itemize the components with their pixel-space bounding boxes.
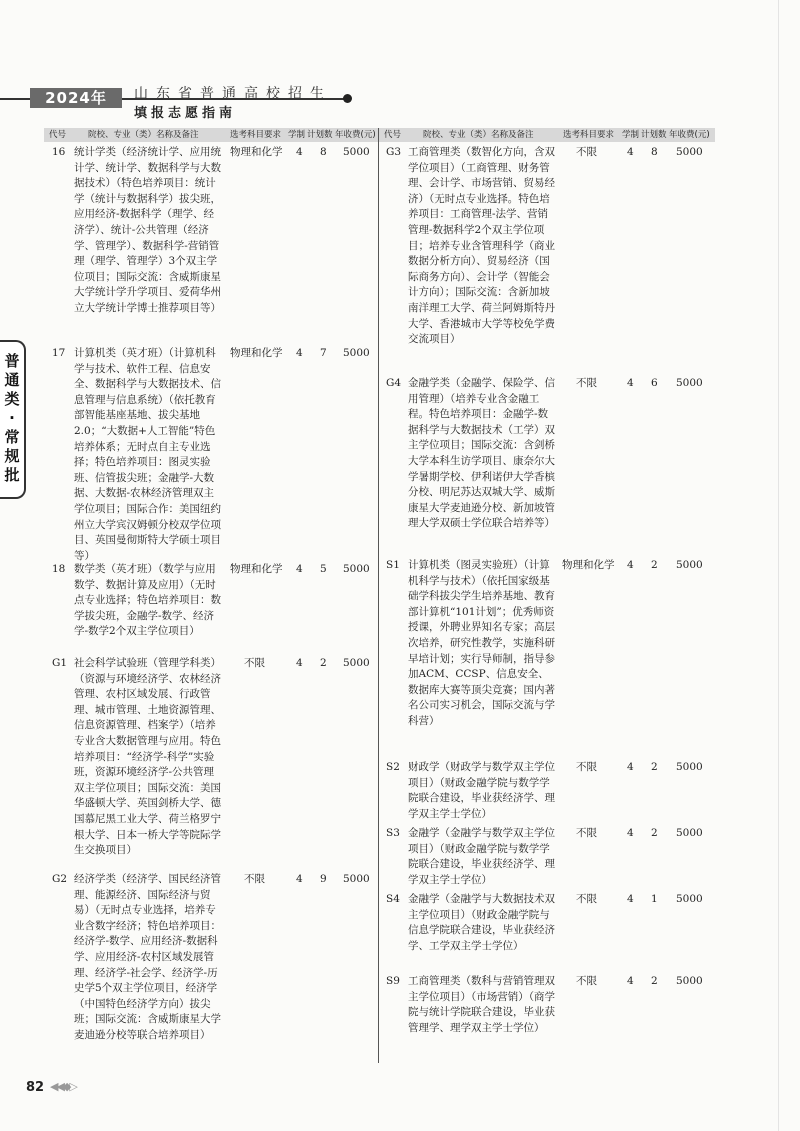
left-table-header xyxy=(44,128,378,142)
year-badge: 2024年 xyxy=(30,88,122,108)
col-requirement: 选考科目要求 xyxy=(563,130,615,140)
col-requirement: 选考科目要求 xyxy=(230,130,282,140)
col-name: 院校、专业（类）名称及备注 xyxy=(423,130,534,140)
header-title-bottom: 填报志愿指南 xyxy=(134,106,237,121)
col-code: 代号 xyxy=(49,130,67,140)
header-title-top: 山东省普通高校招生 xyxy=(134,86,332,102)
page-arrow-icon: ◀◀◆▷ xyxy=(50,1080,76,1093)
col-plan: 计划数 xyxy=(641,130,667,140)
column-divider xyxy=(378,128,379,1063)
header-bullet-icon xyxy=(343,94,352,103)
col-fee: 年收费(元) xyxy=(669,130,710,140)
col-name: 院校、专业（类）名称及备注 xyxy=(88,130,199,140)
page-number: 82 xyxy=(26,1080,45,1095)
col-years: 学制 xyxy=(622,130,640,140)
col-plan: 计划数 xyxy=(307,130,333,140)
page-edge-line xyxy=(778,0,779,1131)
col-years: 学制 xyxy=(288,130,306,140)
right-table-header xyxy=(379,128,715,142)
section-side-label: 普通类·常规批 xyxy=(4,352,20,484)
col-fee: 年收费(元) xyxy=(335,130,376,140)
col-code: 代号 xyxy=(384,130,402,140)
